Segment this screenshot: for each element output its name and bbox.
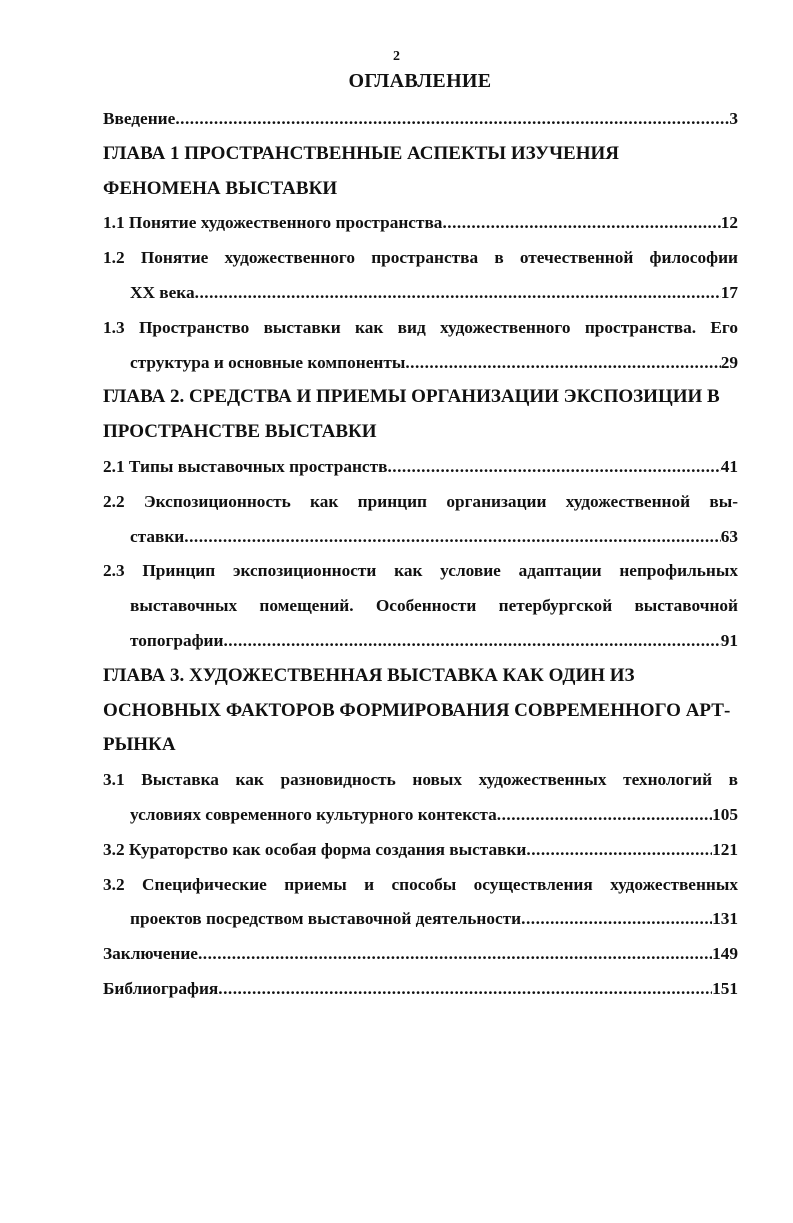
toc-entry-label: 3.2 Кураторство как особая форма создания выставки bbox=[103, 839, 527, 859]
toc-entry-3-2[interactable] bbox=[103, 833, 738, 868]
toc-entry-3-3-continued[interactable] bbox=[103, 902, 738, 937]
dot-leader bbox=[218, 972, 712, 1007]
toc-entry-bibliography[interactable] bbox=[103, 972, 738, 1007]
toc-entry-3-1[interactable]: 3.1 Выставка как разновидность новых художественных технологий в bbox=[103, 770, 738, 790]
dot-leader bbox=[223, 624, 720, 659]
page-title: ОГЛАВЛЕНИЕ bbox=[348, 70, 492, 92]
chapter-2-heading-continued[interactable]: ПРОСТРАНСТВЕ ВЫСТАВКИ bbox=[103, 421, 377, 443]
toc-entry-2-2-continued[interactable] bbox=[103, 520, 738, 555]
dot-leader bbox=[526, 833, 712, 868]
toc-entry-2-3-final[interactable] bbox=[103, 624, 738, 659]
toc-entry-label: ставки bbox=[130, 526, 185, 546]
dot-leader bbox=[497, 798, 712, 833]
toc-page-number: 121 bbox=[712, 839, 738, 859]
toc-entry-label: Заключение bbox=[103, 944, 198, 964]
toc-page-number: 91 bbox=[720, 630, 738, 650]
chapter-2-heading[interactable]: ГЛАВА 2. СРЕДСТВА И ПРИЕМЫ ОРГАНИЗАЦИИ ЭКСПОЗИЦИИ В bbox=[103, 386, 720, 408]
dot-leader bbox=[521, 902, 712, 937]
dot-leader bbox=[184, 520, 720, 555]
toc-page-number: 29 bbox=[720, 352, 738, 372]
toc-page-number: 41 bbox=[720, 456, 738, 476]
table-of-contents bbox=[103, 102, 738, 1007]
toc-entry-2-3-continued[interactable]: выставочных помещений. Особенности петербургской выставочной bbox=[130, 596, 738, 616]
toc-page-number: 149 bbox=[712, 944, 738, 964]
toc-page-number: 17 bbox=[720, 282, 738, 302]
toc-entry-3-3[interactable]: 3.2 Специфические приемы и способы осуществления художественных bbox=[103, 874, 738, 894]
toc-page-number: 12 bbox=[720, 213, 738, 233]
chapter-3-heading[interactable]: ГЛАВА 3. ХУДОЖЕСТВЕННАЯ ВЫСТАВКА КАК ОДИН ИЗ bbox=[103, 664, 635, 686]
toc-entry-label: XX века bbox=[130, 282, 195, 302]
toc-entry-2-3[interactable]: 2.3 Принцип экспозиционности как условие адаптации непрофильных bbox=[103, 561, 738, 581]
toc-entry-label: структура и основные компоненты bbox=[130, 352, 406, 372]
toc-entry-1-3-continued[interactable] bbox=[103, 346, 738, 381]
toc-entry-2-2[interactable]: 2.2 Экспозиционность как принцип организации художественной вы- bbox=[103, 491, 738, 511]
toc-entry-1-2[interactable]: 1.2 Понятие художественного пространства в отечественной философии bbox=[103, 248, 738, 268]
dot-leader bbox=[198, 937, 712, 972]
toc-entry-label: Библиография bbox=[103, 978, 219, 998]
toc-entry-label: 2.1 Типы выставочных пространств bbox=[103, 456, 388, 476]
dot-leader bbox=[195, 276, 721, 311]
toc-entry-3-1-continued[interactable] bbox=[103, 798, 738, 833]
toc-entry-introduction[interactable] bbox=[103, 102, 738, 137]
toc-page-number: 151 bbox=[712, 978, 738, 998]
dot-leader bbox=[405, 346, 720, 381]
toc-entry-label: 1.1 Понятие художественного пространства bbox=[103, 213, 443, 233]
toc-entry-2-1[interactable] bbox=[103, 450, 738, 485]
toc-page-number: 3 bbox=[729, 109, 738, 128]
toc-entry-label: проектов посредством выставочной деятельности bbox=[130, 909, 522, 929]
dot-leader bbox=[175, 102, 729, 137]
toc-entry-label: условиях современного культурного контекста bbox=[130, 804, 497, 824]
toc-entry-1-2-continued[interactable] bbox=[103, 276, 738, 311]
toc-entry-label: Введение bbox=[103, 109, 176, 128]
toc-entry-label: топографии bbox=[130, 630, 224, 650]
chapter-3-heading-continued[interactable]: ОСНОВНЫХ ФАКТОРОВ ФОРМИРОВАНИЯ СОВРЕМЕННОГО АРТ- bbox=[103, 699, 731, 721]
toc-entry-1-3[interactable]: 1.3 Пространство выставки как вид художественного пространства. Его bbox=[103, 317, 738, 337]
toc-entry-1-1[interactable] bbox=[103, 206, 738, 241]
chapter-1-heading[interactable]: ГЛАВА 1 ПРОСТРАНСТВЕННЫЕ АСПЕКТЫ ИЗУЧЕНИЯ bbox=[103, 142, 620, 164]
dot-leader bbox=[387, 450, 720, 485]
toc-entry-conclusion[interactable] bbox=[103, 937, 738, 972]
page-number: 2 bbox=[393, 49, 400, 64]
chapter-1-heading-continued[interactable]: ФЕНОМЕНА ВЫСТАВКИ bbox=[103, 177, 338, 199]
toc-page-number: 131 bbox=[712, 909, 738, 929]
chapter-3-heading-final[interactable]: РЫНКА bbox=[103, 734, 176, 756]
dot-leader bbox=[442, 206, 720, 241]
toc-page-number: 63 bbox=[720, 526, 738, 546]
toc-page-number: 105 bbox=[712, 804, 738, 824]
